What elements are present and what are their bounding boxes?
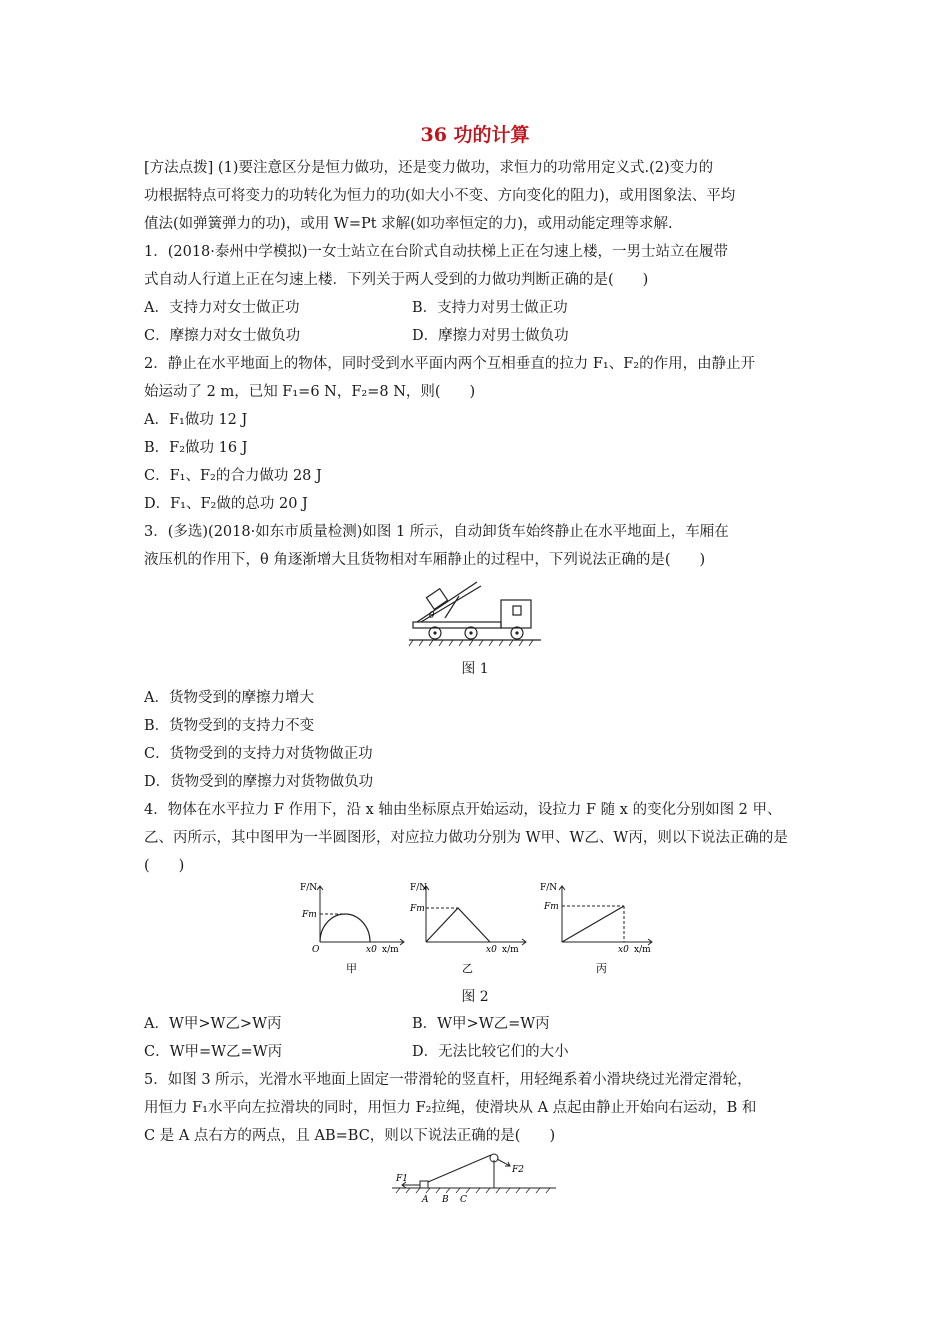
y-axis-label: F/N: [300, 883, 318, 893]
q1-stem-line-2: 式自动人行道上正在匀速上楼．下列关于两人受到的力做功判断正确的是( ): [144, 272, 649, 288]
point-c-label: C: [460, 1195, 467, 1205]
tilted-bed: [417, 582, 477, 622]
q3-option-a: A．货物受到的摩擦力增大: [144, 690, 314, 706]
q1-stem-line-1: 1．(2018·泰州中学模拟)一女士站立在台阶式自动扶梯上正在匀速上楼，一男士站立在履带: [144, 244, 729, 260]
q1-option-a: A．支持力对女士做正功: [144, 300, 300, 316]
cargo-box: [426, 589, 447, 610]
intro-line-1: [方法点拨] (1)要注意区分是恒力做功，还是变力做功，求恒力的功常用定义式.(2)变力的: [144, 160, 714, 176]
q3-stem-line-2: 液压机的作用下，θ 角逐渐增大且货物相对车厢静止的过程中，下列说法正确的是( ): [144, 552, 706, 568]
q4-option-a: A．W甲>W乙>W丙: [144, 1016, 282, 1032]
q2-option-b: B．F₂做功 16 J: [144, 440, 248, 456]
q2-option-a: A．F₁做功 12 J: [144, 412, 248, 428]
theta-label: θ: [429, 611, 435, 621]
page-title: 36 功的计算: [420, 124, 530, 146]
q2-stem-line-2: 始运动了 2 m，已知 F₁=6 N，F₂=8 N，则( ): [144, 384, 476, 400]
truck-cab: [501, 600, 531, 628]
q3-option-c: C．货物受到的支持力对货物做正功: [144, 746, 373, 762]
x-axis-label: x/m: [634, 945, 651, 955]
graph-jia: [296, 880, 408, 980]
f1-label: F1: [396, 1174, 408, 1184]
point-a-label: A: [422, 1195, 429, 1205]
x0-label: x0: [366, 945, 377, 955]
point-b-label: B: [442, 1195, 449, 1205]
graph-name: 乙: [462, 962, 473, 975]
y-axis-label: F/N: [410, 883, 428, 893]
fm-label: Fm: [410, 904, 425, 914]
q1-option-b: B．支持力对男士做正功: [412, 300, 568, 316]
q3-option-b: B．货物受到的支持力不变: [144, 718, 315, 734]
q1-option-d: D．摩擦力对男士做负功: [412, 328, 569, 344]
slider-block: [420, 1181, 428, 1188]
figure-2-caption: 图 2: [461, 989, 489, 1005]
q3-option-d: D．货物受到的摩擦力对货物做负功: [144, 774, 374, 790]
fm-label: Fm: [302, 910, 317, 920]
q4-stem-line-2: 乙、丙所示，其中图甲为一半圆图形，对应拉力做功分别为 W甲、W乙、W丙，则以下说法正确的是: [144, 830, 788, 846]
q2-option-c: C．F₁、F₂的合力做功 28 J: [144, 468, 322, 484]
q4-stem-line-3: ( ): [144, 858, 185, 874]
q5-stem-line-1: 5．如图 3 所示，光滑水平地面上固定一带滑轮的竖直杆，用轻绳系着小滑块绕过光滑定滑轮，: [144, 1072, 752, 1088]
q4-stem-line-1: 4．物体在水平拉力 F 作用下，沿 x 轴由坐标原点开始运动，设拉力 F 随 x 的变化分别如图 2 甲、: [144, 802, 782, 818]
rope: [428, 1155, 491, 1182]
q4-option-b: B．W甲>W乙=W丙: [412, 1016, 550, 1032]
graph-yi: [406, 880, 532, 980]
q3-stem-line-1: 3．(多选)(2018·如东市质量检测)如图 1 所示，自动卸货车始终静止在水平地面上，车厢在: [144, 524, 729, 540]
dump-truck-figure: [405, 570, 545, 650]
q5-stem-line-2: 用恒力 F₁水平向左拉滑块的同时，用恒力 F₂拉绳，使滑块从 A 点起由静止开始向右运动，B 和: [144, 1100, 757, 1116]
cab-window: [513, 606, 521, 615]
q4-option-d: D．无法比较它们的大小: [412, 1044, 569, 1060]
intro-line-2: 功根据特点可将变力的功转化为恒力的功(如大小不变、方向变化的阻力)，或用图象法、平均: [144, 188, 736, 204]
x0-label: x0: [618, 945, 629, 955]
pulley-figure: [390, 1148, 560, 1210]
figure-1-caption: 图 1: [461, 661, 489, 677]
truck-chassis: [413, 622, 501, 628]
f2-label: F2: [512, 1165, 524, 1175]
x-axis-label: x/m: [502, 945, 519, 955]
graph-name: 丙: [596, 962, 607, 975]
x-axis-label: x/m: [382, 945, 399, 955]
fm-label: Fm: [544, 902, 559, 912]
x0-label: x0: [486, 945, 497, 955]
origin-label: O: [312, 945, 320, 955]
q5-stem-line-3: C 是 A 点右方的两点，且 AB=BC，则以下说法正确的是( ): [144, 1128, 556, 1144]
q2-option-d: D．F₁、F₂做的总功 20 J: [144, 496, 308, 512]
q2-stem-line-1: 2．静止在水平地面上的物体，同时受到水平面内两个互相垂直的拉力 F₁、F₂的作用，由静止开: [144, 356, 756, 372]
intro-line-3: 值法(如弹簧弹力的功)，或用 W=Pt 求解(如功率恒定的力)，或用动能定理等求解.: [144, 216, 673, 232]
graph-name: 甲: [346, 962, 357, 975]
q4-option-c: C．W甲=W乙=W丙: [144, 1044, 283, 1060]
q1-option-c: C．摩擦力对女士做负功: [144, 328, 301, 344]
graph-bing: [534, 880, 658, 980]
y-axis-label: F/N: [540, 883, 558, 893]
